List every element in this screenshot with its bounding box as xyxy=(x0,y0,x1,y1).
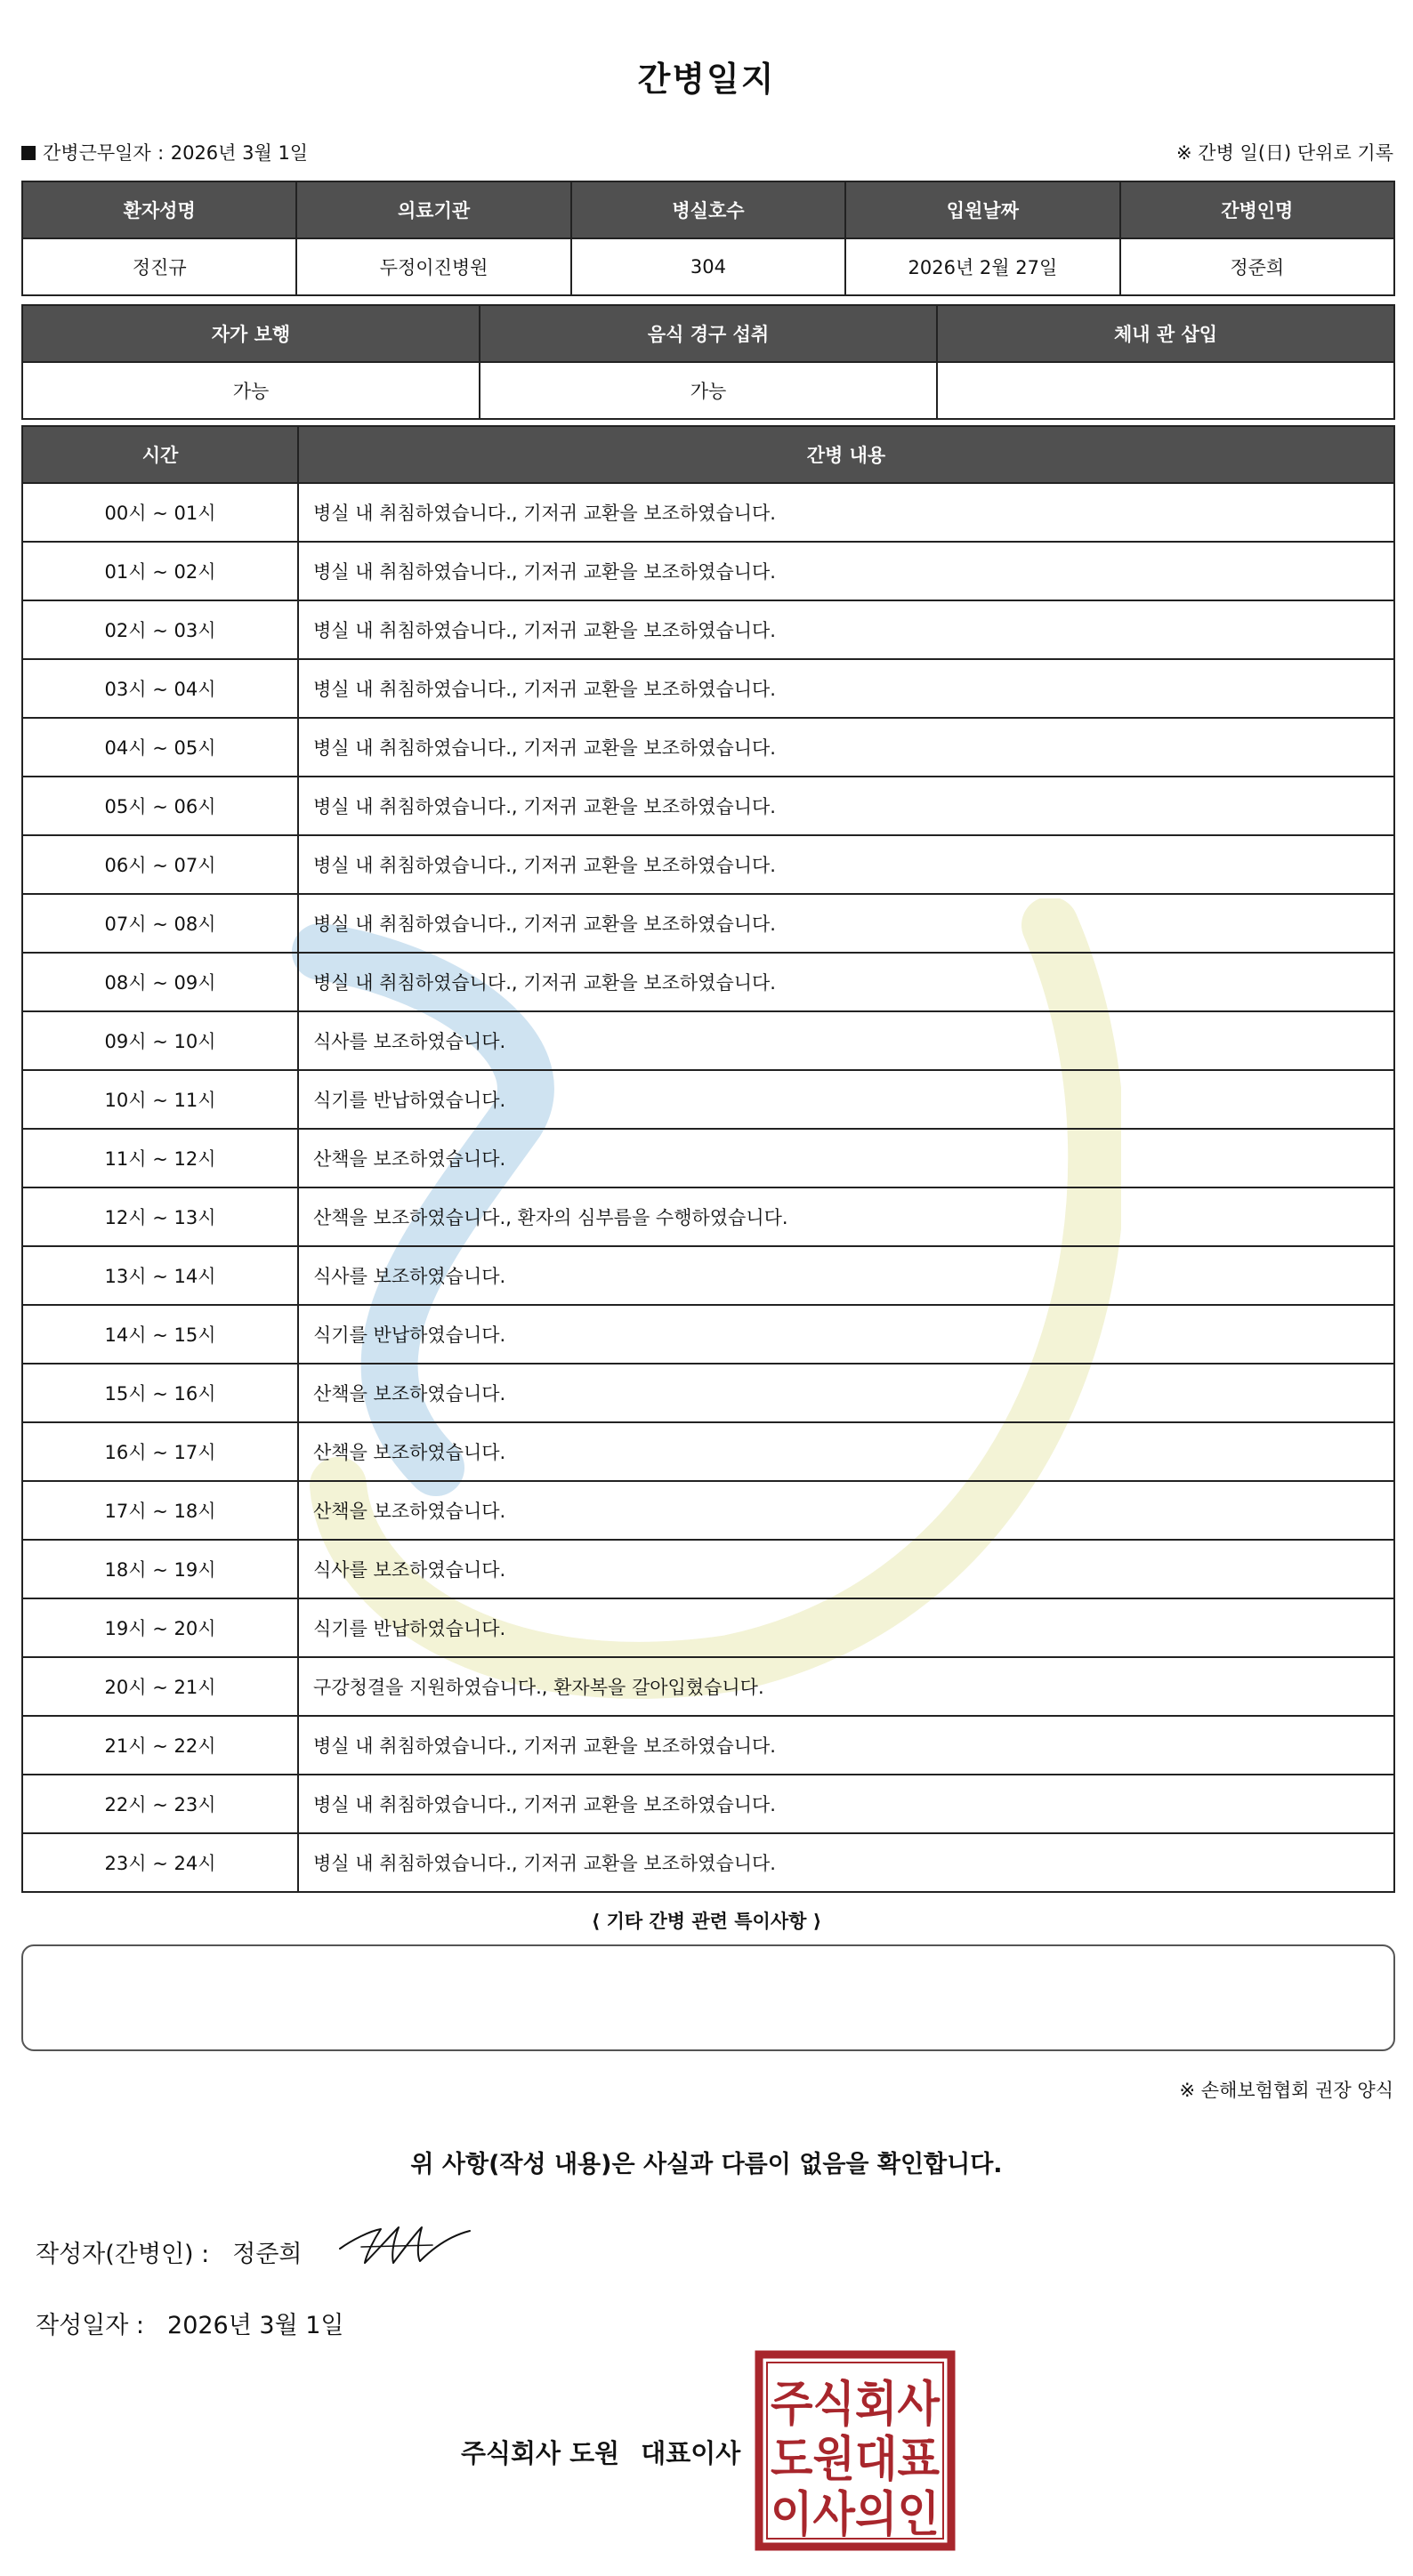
time-cell: 00시 ~ 01시 xyxy=(22,483,298,542)
patient-status-table xyxy=(21,304,1395,420)
time-cell: 04시 ~ 05시 xyxy=(22,718,298,777)
company-title: 대표이사 xyxy=(641,2438,741,2468)
time-cell: 13시 ~ 14시 xyxy=(22,1246,298,1305)
table-row xyxy=(22,1716,1394,1775)
table-row xyxy=(22,1364,1394,1422)
content-cell: 병실 내 취침하였습니다., 기저귀 교환을 보조하였습니다. xyxy=(298,1775,1394,1833)
patient-status-header-row xyxy=(22,305,1394,362)
document-title: 간병일지 xyxy=(637,60,776,99)
room-number: 304 xyxy=(571,238,845,295)
time-cell: 19시 ~ 20시 xyxy=(22,1598,298,1657)
time-cell: 05시 ~ 06시 xyxy=(22,777,298,835)
header-time: 시간 xyxy=(22,426,298,483)
content-cell: 식기를 반납하였습니다. xyxy=(298,1305,1394,1364)
table-row xyxy=(22,953,1394,1011)
table-row xyxy=(22,777,1394,835)
header-institution: 의료기관 xyxy=(296,181,570,238)
square-bullet-icon xyxy=(21,146,36,160)
header-self-walking: 자가 보행 xyxy=(22,305,480,362)
table-row xyxy=(22,1540,1394,1598)
signature-icon xyxy=(335,2218,477,2268)
written-date-line xyxy=(36,2306,344,2340)
content-cell: 병실 내 취침하였습니다., 기저귀 교환을 보조하였습니다. xyxy=(298,1833,1394,1892)
content-cell: 산책을 보조하였습니다. xyxy=(298,1481,1394,1540)
content-cell: 산책을 보조하였습니다. xyxy=(298,1129,1394,1187)
work-date-label: 간병근무일자 xyxy=(43,142,151,164)
time-cell: 22시 ~ 23시 xyxy=(22,1775,298,1833)
patient-info-value-row xyxy=(22,238,1394,295)
content-cell: 병실 내 취침하였습니다., 기저귀 교환을 보조하였습니다. xyxy=(298,718,1394,777)
time-cell: 11시 ~ 12시 xyxy=(22,1129,298,1187)
svg-text:도원대표: 도원대표 xyxy=(771,2431,940,2487)
writer-label: 작성자(간병인) : xyxy=(36,2241,210,2268)
time-cell: 18시 ~ 19시 xyxy=(22,1540,298,1598)
time-cell: 21시 ~ 22시 xyxy=(22,1716,298,1775)
table-row xyxy=(22,600,1394,659)
table-row xyxy=(22,1305,1394,1364)
header-admission-date: 입원날짜 xyxy=(845,181,1119,238)
header-care-content: 간병 내용 xyxy=(298,426,1394,483)
content-cell: 병실 내 취침하였습니다., 기저귀 교환을 보조하였습니다. xyxy=(298,835,1394,894)
table-row xyxy=(22,1070,1394,1129)
table-row xyxy=(22,1246,1394,1305)
time-cell: 16시 ~ 17시 xyxy=(22,1422,298,1481)
content-cell: 산책을 보조하였습니다., 환자의 심부름을 수행하였습니다. xyxy=(298,1187,1394,1246)
care-log-header-row xyxy=(22,426,1394,483)
table-row xyxy=(22,894,1394,953)
table-row xyxy=(22,659,1394,718)
content-cell: 식기를 반납하였습니다. xyxy=(298,1070,1394,1129)
record-unit-note: ※ 간병 일(日) 단위로 기록 xyxy=(1176,142,1393,164)
company-seal-icon xyxy=(755,2350,956,2551)
svg-text:주식회사: 주식회사 xyxy=(771,2376,941,2432)
writer-line xyxy=(36,2234,303,2269)
time-cell: 07시 ~ 08시 xyxy=(22,894,298,953)
content-cell: 병실 내 취침하였습니다., 기저귀 교환을 보조하였습니다. xyxy=(298,1716,1394,1775)
work-date-value: 2026년 3월 1일 xyxy=(170,142,309,164)
table-row xyxy=(22,483,1394,542)
content-cell: 병실 내 취침하였습니다., 기저귀 교환을 보조하였습니다. xyxy=(298,659,1394,718)
time-cell: 09시 ~ 10시 xyxy=(22,1011,298,1070)
written-date-value: 2026년 3월 1일 xyxy=(167,2312,344,2339)
meta-row xyxy=(21,139,1393,165)
content-cell: 병실 내 취침하였습니다., 기저귀 교환을 보조하였습니다. xyxy=(298,542,1394,600)
content-cell: 식사를 보조하였습니다. xyxy=(298,1540,1394,1598)
care-log-table xyxy=(21,425,1395,1893)
time-cell: 23시 ~ 24시 xyxy=(22,1833,298,1892)
table-row xyxy=(22,1422,1394,1481)
content-cell: 식사를 보조하였습니다. xyxy=(298,1246,1394,1305)
time-cell: 02시 ~ 03시 xyxy=(22,600,298,659)
recommendation-note: ※ 손해보험협회 권장 양식 xyxy=(1179,2080,1393,2101)
written-date-label: 작성일자 : xyxy=(36,2312,145,2339)
table-row xyxy=(22,1481,1394,1540)
oral-intake: 가능 xyxy=(480,362,937,419)
content-cell: 산책을 보조하였습니다. xyxy=(298,1364,1394,1422)
table-row xyxy=(22,1657,1394,1716)
table-row xyxy=(22,1187,1394,1246)
company-name: 주식회사 도원 xyxy=(461,2438,620,2468)
table-row xyxy=(22,835,1394,894)
writer-name: 정준희 xyxy=(232,2241,303,2268)
time-cell: 20시 ~ 21시 xyxy=(22,1657,298,1716)
self-walking: 가능 xyxy=(22,362,480,419)
header-caregiver-name: 간병인명 xyxy=(1120,181,1394,238)
content-cell: 병실 내 취침하였습니다., 기저귀 교환을 보조하였습니다. xyxy=(298,777,1394,835)
time-cell: 15시 ~ 16시 xyxy=(22,1364,298,1422)
content-cell: 병실 내 취침하였습니다., 기저귀 교환을 보조하였습니다. xyxy=(298,600,1394,659)
content-cell: 병실 내 취침하였습니다., 기저귀 교환을 보조하였습니다. xyxy=(298,483,1394,542)
notes-box xyxy=(21,1944,1395,2051)
time-cell: 06시 ~ 07시 xyxy=(22,835,298,894)
header-oral-intake: 음식 경구 섭취 xyxy=(480,305,937,362)
table-row xyxy=(22,1833,1394,1892)
content-cell: 산책을 보조하였습니다. xyxy=(298,1422,1394,1481)
caregiver-name: 정준희 xyxy=(1120,238,1394,295)
tube-insertion xyxy=(937,362,1394,419)
header-tube-insertion: 체내 관 삽입 xyxy=(937,305,1394,362)
time-cell: 17시 ~ 18시 xyxy=(22,1481,298,1540)
table-row xyxy=(22,1011,1394,1070)
time-cell: 01시 ~ 02시 xyxy=(22,542,298,600)
table-row xyxy=(22,1598,1394,1657)
time-cell: 12시 ~ 13시 xyxy=(22,1187,298,1246)
header-room-number: 병실호수 xyxy=(571,181,845,238)
content-cell: 병실 내 취침하였습니다., 기저귀 교환을 보조하였습니다. xyxy=(298,953,1394,1011)
patient-info-header-row xyxy=(22,181,1394,238)
work-date-separator: : xyxy=(157,142,165,164)
company-line xyxy=(461,2434,740,2470)
content-cell: 구강청결을 지원하였습니다., 환자복을 갈아입혔습니다. xyxy=(298,1657,1394,1716)
content-cell: 병실 내 취침하였습니다., 기저귀 교환을 보조하였습니다. xyxy=(298,894,1394,953)
patient-status-value-row xyxy=(22,362,1394,419)
time-cell: 14시 ~ 15시 xyxy=(22,1305,298,1364)
confirmation-statement: 위 사항(작성 내용)은 사실과 다름이 없음을 확인합니다. xyxy=(410,2151,1003,2178)
patient-info-table xyxy=(21,181,1395,296)
admission-date: 2026년 2월 27일 xyxy=(845,238,1119,295)
table-row xyxy=(22,718,1394,777)
svg-text:이사의인: 이사의인 xyxy=(771,2486,940,2542)
time-cell: 03시 ~ 04시 xyxy=(22,659,298,718)
institution: 두정이진병원 xyxy=(296,238,570,295)
content-cell: 식기를 반납하였습니다. xyxy=(298,1598,1394,1657)
notes-title: ⟨ 기타 간병 관련 특이사항 ⟩ xyxy=(591,1911,822,1932)
patient-name: 정진규 xyxy=(22,238,296,295)
content-cell: 식사를 보조하였습니다. xyxy=(298,1011,1394,1070)
table-row xyxy=(22,542,1394,600)
table-row xyxy=(22,1775,1394,1833)
work-date xyxy=(21,139,308,165)
table-row xyxy=(22,1129,1394,1187)
header-patient-name: 환자성명 xyxy=(22,181,296,238)
time-cell: 08시 ~ 09시 xyxy=(22,953,298,1011)
time-cell: 10시 ~ 11시 xyxy=(22,1070,298,1129)
